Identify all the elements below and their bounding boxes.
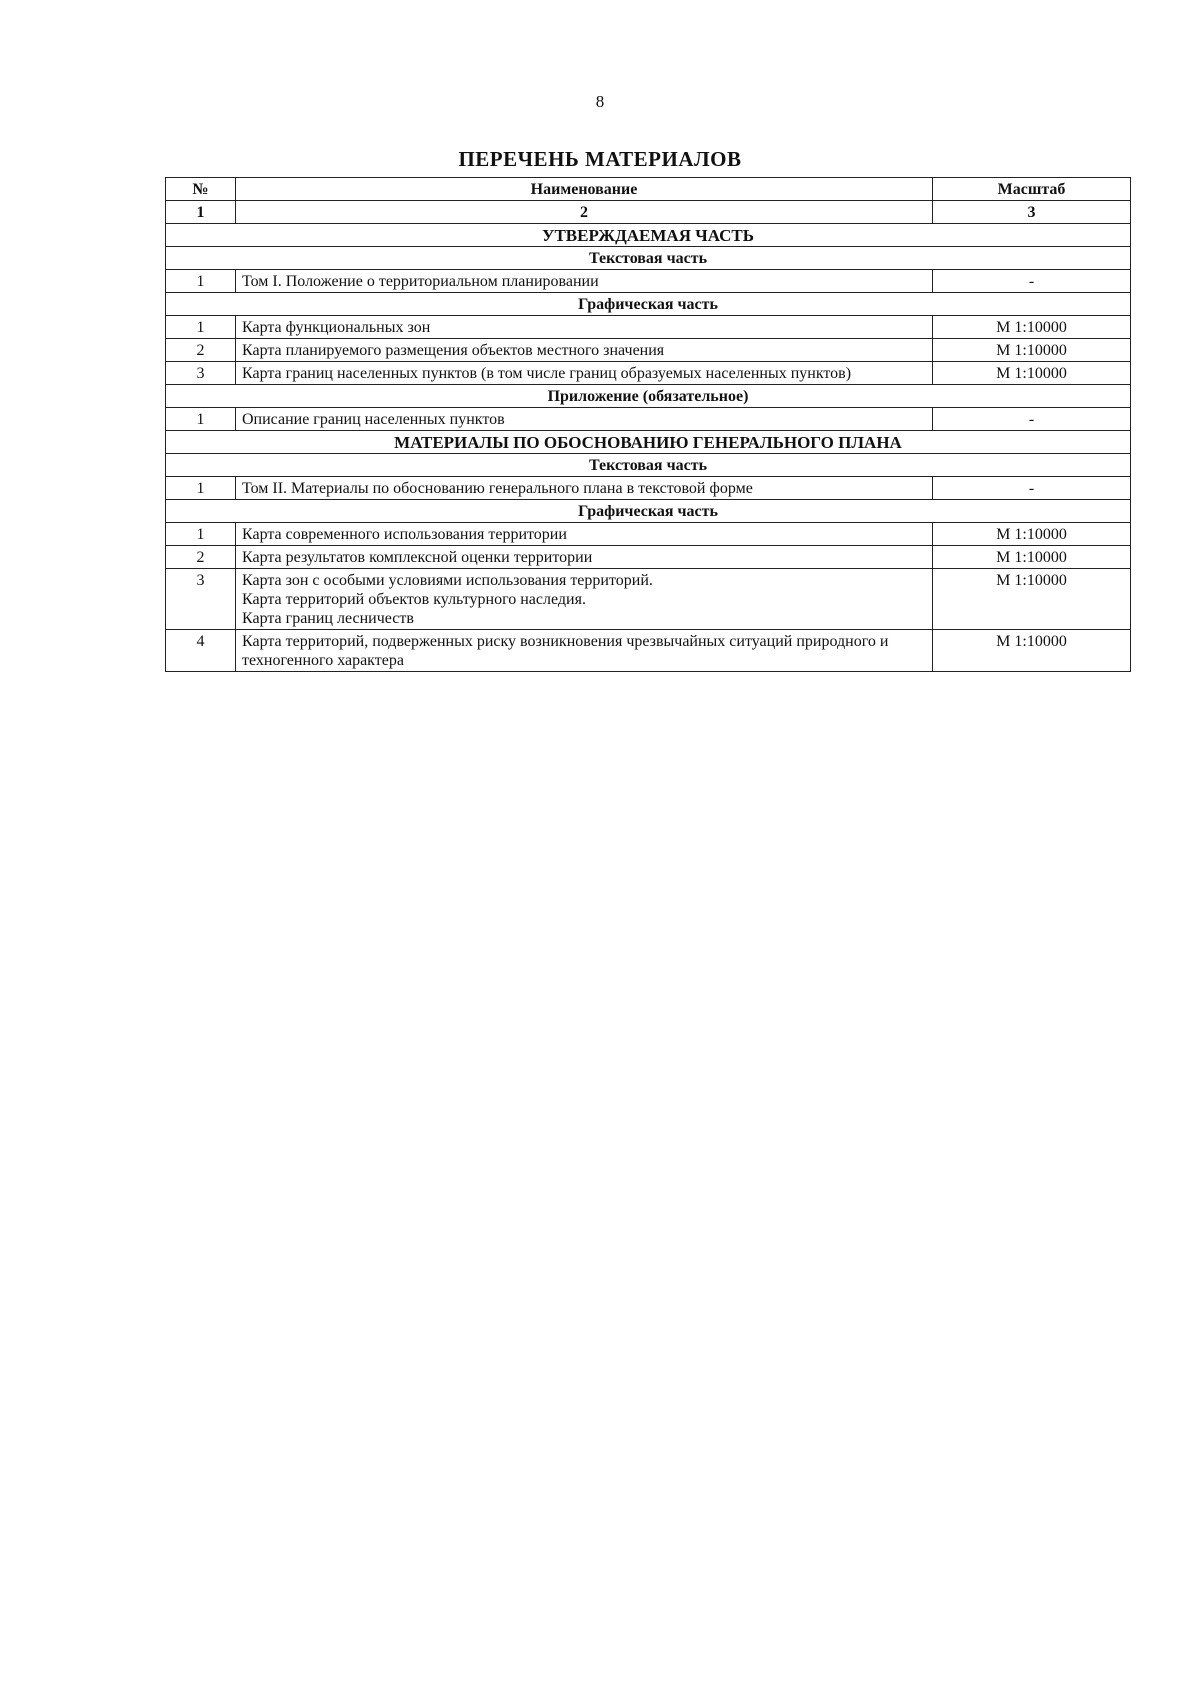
table-row (166, 270, 1131, 293)
row-scale: М 1:10000 (933, 316, 1131, 339)
subsection-row (166, 247, 1131, 270)
subsection-row (166, 385, 1131, 408)
row-name (236, 523, 933, 546)
row-name-line: Описание границ населенных пунктов (242, 411, 505, 428)
row-name-line: Карта зон с особыми условиями использования территорий. (242, 572, 653, 589)
row-name-line: Карта современного использования территории (242, 526, 567, 543)
row-scale: М 1:10000 (933, 523, 1131, 546)
row-number: 1 (166, 316, 236, 339)
document-title: ПЕРЕЧЕНЬ МАТЕРИАЛОВ (458, 147, 742, 171)
row-number: 4 (166, 630, 236, 672)
row-name-line: Карта территорий объектов культурного наследия. (242, 591, 586, 608)
row-name-line: Карта результатов комплексной оценки территории (242, 549, 593, 566)
table-header (166, 178, 1131, 224)
row-number: 1 (166, 270, 236, 293)
table-row (166, 569, 1131, 630)
header-name: Наименование (236, 178, 933, 201)
row-scale: М 1:10000 (933, 339, 1131, 362)
row-scale: - (933, 408, 1131, 431)
row-name (236, 569, 933, 630)
subsection-title: Графическая часть (166, 293, 1131, 316)
row-scale: - (933, 477, 1131, 500)
row-name-line: Том I. Положение о территориальном планировании (242, 273, 599, 290)
row-name (236, 362, 933, 385)
table-row (166, 523, 1131, 546)
row-name-line: Карта границ населенных пунктов (в том числе границ образуемых населенных пунктов) (242, 365, 852, 382)
section-row (166, 224, 1131, 247)
subsection-title: Графическая часть (166, 500, 1131, 523)
table-row (166, 630, 1131, 672)
row-name (236, 477, 933, 500)
row-name-line: Карта территорий, подверженных риску возникновения чрезвычайных ситуаций природного и техногенного характера (242, 633, 889, 669)
materials-table (165, 177, 1131, 672)
row-name (236, 316, 933, 339)
column-index: 1 (166, 201, 236, 224)
table-row (166, 339, 1131, 362)
subsection-title: Текстовая часть (166, 247, 1131, 270)
row-number: 3 (166, 569, 236, 630)
column-index-row (166, 201, 1131, 224)
table-row (166, 316, 1131, 339)
header-scale: Масштаб (933, 178, 1131, 201)
column-index: 2 (236, 201, 933, 224)
section-row (166, 431, 1131, 454)
row-name-line: Карта границ лесничеств (242, 610, 414, 627)
row-name (236, 408, 933, 431)
row-scale: М 1:10000 (933, 362, 1131, 385)
page-number: 8 (595, 92, 605, 111)
table-row (166, 546, 1131, 569)
row-number: 2 (166, 339, 236, 362)
row-number: 3 (166, 362, 236, 385)
column-index: 3 (933, 201, 1131, 224)
subsection-row (166, 500, 1131, 523)
row-name (236, 270, 933, 293)
table-row (166, 408, 1131, 431)
header-number: № (166, 178, 236, 201)
subsection-row (166, 293, 1131, 316)
row-number: 1 (166, 408, 236, 431)
row-scale: - (933, 270, 1131, 293)
section-title: УТВЕРЖДАЕМАЯ ЧАСТЬ (166, 224, 1131, 247)
row-name (236, 546, 933, 569)
table-row (166, 362, 1131, 385)
row-name (236, 630, 933, 672)
row-name (236, 339, 933, 362)
header-row (166, 178, 1131, 201)
row-scale: М 1:10000 (933, 569, 1131, 630)
row-name-line: Том II. Материалы по обоснованию генерального плана в текстовой форме (242, 480, 753, 497)
row-name-line: Карта функциональных зон (242, 319, 431, 336)
subsection-title: Текстовая часть (166, 454, 1131, 477)
row-number: 1 (166, 477, 236, 500)
section-title: МАТЕРИАЛЫ ПО ОБОСНОВАНИЮ ГЕНЕРАЛЬНОГО ПЛАНА (166, 431, 1131, 454)
row-number: 2 (166, 546, 236, 569)
subsection-title: Приложение (обязательное) (166, 385, 1131, 408)
row-name-line: Карта планируемого размещения объектов местного значения (242, 342, 665, 359)
row-scale: М 1:10000 (933, 630, 1131, 672)
table-body (166, 224, 1131, 672)
row-scale: М 1:10000 (933, 546, 1131, 569)
row-number: 1 (166, 523, 236, 546)
subsection-row (166, 454, 1131, 477)
table-row (166, 477, 1131, 500)
